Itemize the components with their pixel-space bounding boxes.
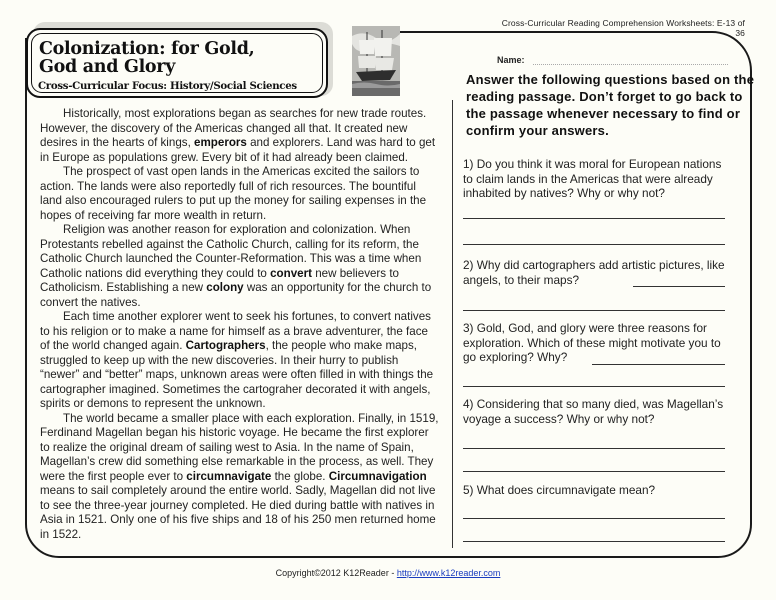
passage-paragraph: The prospect of vast open lands in the Americas excited the sailors to action. The lands were also reportedly full of rich resources. The bountiful land also encouraged rulers to put up the money for sailing expenses in the hopes of receiving far more wealth in return. [40,165,427,222]
passage-paragraph: The world became a smaller place with each exploration. Finally, in 1519, Ferdinand Magellan began his historic voyage. He became the first explorer to realize the original dream of sailing west to Asia. In the name of Spain, Magellan’s crew did something else remarkable in the process, as well. They were the first people ever to circumnavigate the globe. Circumnavigation means to sail completely around the entire world. Sadly, Magellan did not live to see the three-year journey completed. He died during battle with natives in Asia in 1521. Only one of his five ships and 18 of his 250 men returned home in 1522. [40,411,439,541]
answer-line[interactable] [463,386,725,387]
vocab-term: Cartographers [185,339,266,352]
page-subtitle: Cross-Curricular Focus: History/Social Sciences [38,80,297,92]
column-divider [452,100,453,548]
series-note: Cross-Curricular Reading Comprehension Worksheets: E-13 of 36 [501,18,745,38]
answer-line[interactable] [463,448,725,449]
question-1: 1) Do you think it was moral for European nations to claim lands in the Americas that were already inhabited by natives? Why or why not? [463,157,722,200]
k12reader-link[interactable]: http://www.k12reader.com [396,568,501,578]
vocab-term: Circumnavigation [328,469,427,483]
answer-line[interactable] [463,310,725,311]
copyright-text: Copyright©2012 K12Reader - [275,568,397,578]
ship-image [352,26,400,96]
answer-line[interactable] [592,364,725,365]
answer-line[interactable] [463,218,725,219]
page-title-line2: God and Glory [39,57,176,77]
footer [0,568,776,578]
name-field[interactable] [533,64,728,65]
answer-line[interactable] [463,541,725,542]
passage-paragraph: Historically, most explorations began as searches for new trade routes. However, the discovery of the Americas changed all that. It created new desires in the hearts of kings, emperors and explorers. Land was hard to get in Europe as populations grew. Every bit of it had already been claimed. [40,107,436,164]
answer-line[interactable] [463,471,725,472]
question-5: 5) What does circumnavigate mean? [463,483,656,497]
instructions: Answer the following questions based on the reading passage. Don’t forget to go back to the passage whenever necessary to find or confirm your answers. [466,72,755,138]
question-4: 4) Considering that so many died, was Magellan’s voyage a success? Why or why not? [463,397,724,426]
vocab-term: colony [206,281,244,294]
question-3: 3) Gold, God, and glory were three reasons for exploration. Which of these might motivate you to go exploring? Why? [463,321,721,364]
vocab-term: convert [270,266,312,280]
page-title-line1: Colonization: for Gold, [39,39,255,59]
title-box [26,28,328,98]
question-2: 2) Why did cartographers add artistic pictures, like angels, to their maps? [463,258,725,287]
answer-line[interactable] [633,286,725,287]
vocab-term: circumnavigate [186,469,272,483]
passage-paragraph: Each time another explorer went to seek his fortunes, to convert natives to his religion or to make a name for himself as a brave adventurer, the face of the world changed again. Cartographers, the people who make maps, struggled to keep up with the new discoveries. In their hurry to publish “newer” and “better” maps, unknown areas were often filled in with things the cartographer imagined. Sometimes the cartograher decorated it with angels, spirits or demons to represent the unknown. [40,310,434,410]
reading-passage [40,107,440,542]
answer-line[interactable] [463,518,725,519]
vocab-term: emperors [194,136,247,149]
passage-paragraph: Religion was another reason for exploration and colonization. When Protestants rebelled against the Catholic Church, calling for its reform, the Catholic Church launched the Counter-Reformation. This was a time when Catholic nations did everything they could to convert new believers to Catholicism. Establishing a new colony was an opportunity for the church to convert the natives. [40,223,432,309]
answer-line[interactable] [463,244,725,245]
name-label: Name: [497,55,525,65]
